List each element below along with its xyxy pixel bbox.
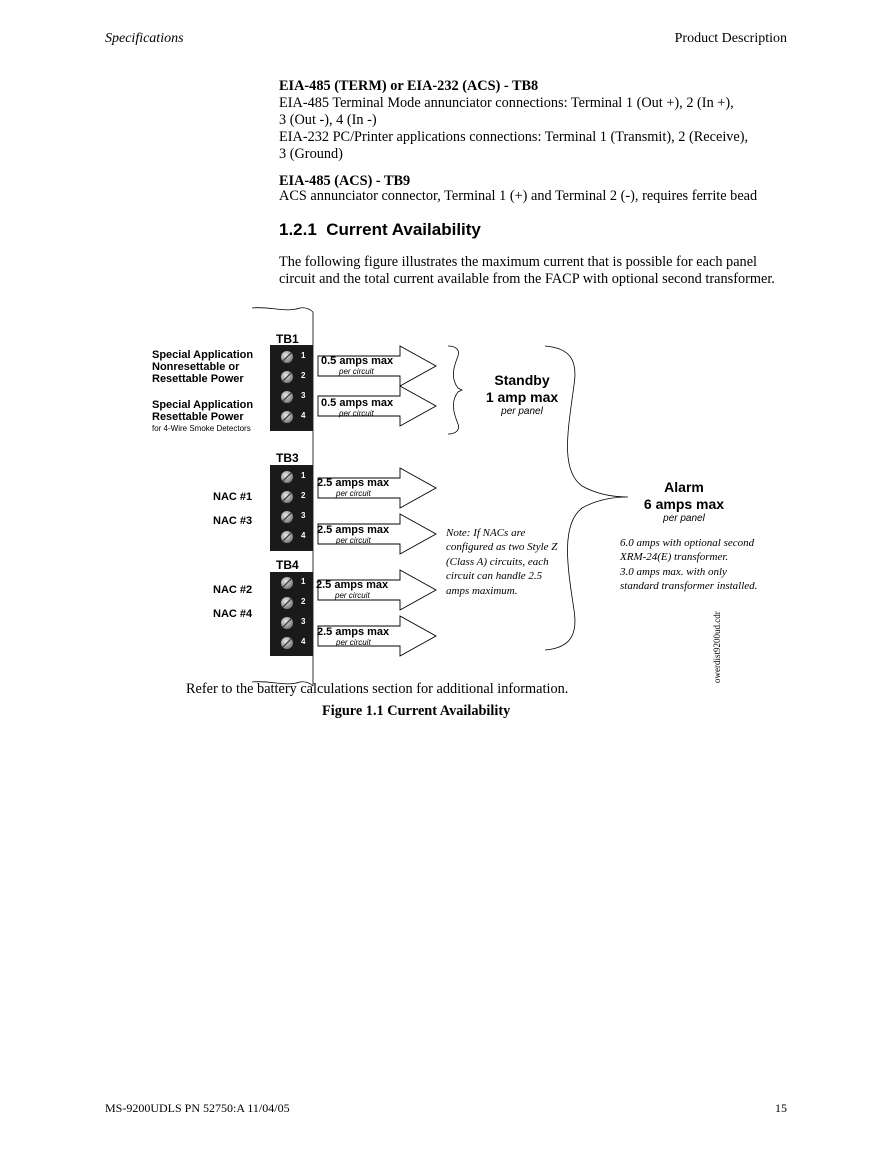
- nac-note-line-4: circuit can handle 2.5: [446, 570, 543, 582]
- alarm-title: Alarm: [664, 479, 704, 495]
- nac-2-label: NAC #2: [213, 584, 253, 596]
- standby-title: Standby: [494, 372, 550, 388]
- alarm-sub: per panel: [663, 513, 705, 524]
- tb4-arrow-1-sub: per circuit: [335, 591, 370, 600]
- tb4-terminal-3: 3: [301, 617, 306, 626]
- tb1-terminal-4: 4: [301, 411, 306, 420]
- tb1-terminal-1: 1: [301, 351, 306, 360]
- alarm-note-line-4: standard transformer installed.: [620, 580, 758, 592]
- tb1-arrow-1-sub: per circuit: [339, 367, 374, 376]
- tb9-line: ACS annunciator connector, Terminal 1 (+) and Terminal 2 (-), requires ferrite bead: [279, 188, 758, 204]
- tb1-label-1-line-1: Special Application: [152, 349, 254, 361]
- standby-sub: per panel: [501, 406, 543, 417]
- arrows: [318, 346, 436, 656]
- tb3-label: TB3: [276, 451, 299, 465]
- tb1-label-1-line-2: Nonresettable or: [152, 361, 240, 373]
- tb1-label: TB1: [276, 332, 299, 346]
- standby-amps: 1 amp max: [485, 389, 559, 405]
- intro-line-2: circuit and the total current available from the FACP with optional second transformer.: [279, 271, 775, 287]
- header-left: Specifications: [105, 31, 184, 46]
- header-right: Product Description: [674, 31, 787, 46]
- tb8-line-1: EIA-485 Terminal Mode annunciator connections: Terminal 1 (Out +), 2 (In +),: [279, 95, 734, 111]
- tb1-label-2-line-1: Special Application: [152, 399, 254, 411]
- alarm-note-line-3: 3.0 amps max. with only: [620, 566, 727, 578]
- nac-note-line-2: configured as two Style Z: [446, 541, 558, 553]
- footer-page-number: 15: [775, 1101, 787, 1115]
- tb1-label-2-line-2: Resettable Power: [152, 411, 244, 423]
- nac-note-line-5: amps maximum.: [446, 585, 518, 597]
- nac-4-label: NAC #4: [213, 608, 253, 620]
- tb1-terminal-2: 2: [301, 371, 306, 380]
- nac-note-line-3: (Class A) circuits, each: [446, 556, 549, 568]
- tb4-terminal-4: 4: [301, 637, 306, 646]
- tb4-terminal-2: 2: [301, 597, 306, 606]
- standby-brace: [448, 346, 462, 434]
- alarm-amps: 6 amps max: [643, 496, 725, 512]
- tb8-line-4: 3 (Ground): [279, 146, 343, 162]
- tb3-terminal-1: 1: [301, 471, 306, 480]
- footer-left: MS-9200UDLS PN 52750:A 11/04/05: [105, 1101, 290, 1115]
- tb3-arrow-1-sub: per circuit: [336, 489, 371, 498]
- tb8-line-3: EIA-232 PC/Printer applications connections: Terminal 1 (Transmit), 2 (Receive),: [279, 129, 749, 145]
- tb1-arrow-2-sub: per circuit: [339, 409, 374, 418]
- tb8-heading: EIA-485 (TERM) or EIA-232 (ACS) - TB8: [279, 78, 539, 94]
- tb3-terminal-3: 3: [301, 511, 306, 520]
- nac-note-line-1: Note: If NACs are: [446, 527, 526, 539]
- board-edge-top: [252, 308, 313, 312]
- nac-3-label: NAC #3: [213, 515, 253, 527]
- tb3-arrow-2-sub: per circuit: [336, 536, 371, 545]
- tb4-label: TB4: [276, 558, 299, 572]
- tb1-label-2-sub: for 4-Wire Smoke Detectors: [152, 424, 251, 433]
- tb1-terminal-3: 3: [301, 391, 306, 400]
- tb4-arrow-1-amps: 2.5 amps max: [316, 579, 389, 591]
- tb1-arrow-2-amps: 0.5 amps max: [321, 397, 394, 409]
- tb4-arrow-2-amps: 2.5 amps max: [317, 626, 390, 638]
- nac-1-label: NAC #1: [213, 491, 253, 503]
- intro-line-1: The following figure illustrates the maximum current that is possible for each panel: [279, 254, 758, 270]
- tb3-terminal-4: 4: [301, 531, 306, 540]
- tb8-line-2: 3 (Out -), 4 (In -): [279, 112, 377, 128]
- figure-file-name: owerdist9200ud.cdr: [712, 611, 722, 683]
- section-number: 1.2.1: [279, 220, 317, 239]
- alarm-note-line-2: XRM-24(E) transformer.: [620, 551, 729, 563]
- section-title-text: Current Availability: [326, 220, 481, 239]
- tb9-heading: EIA-485 (ACS) - TB9: [279, 173, 411, 189]
- tb3-terminal-2: 2: [301, 491, 306, 500]
- refer-text: Refer to the battery calculations section for additional information.: [186, 681, 569, 697]
- tb4-terminal-1: 1: [301, 577, 306, 586]
- tb1-arrow-1-amps: 0.5 amps max: [321, 355, 394, 367]
- alarm-note-line-1: 6.0 amps with optional second: [620, 537, 755, 549]
- tb3-arrow-2-amps: 2.5 amps max: [317, 524, 390, 536]
- figure-caption: Figure 1.1 Current Availability: [322, 703, 511, 719]
- tb1-label-1-line-3: Resettable Power: [152, 373, 244, 385]
- tb4-arrow-2-sub: per circuit: [336, 638, 371, 647]
- tb3-arrow-1-amps: 2.5 amps max: [317, 477, 390, 489]
